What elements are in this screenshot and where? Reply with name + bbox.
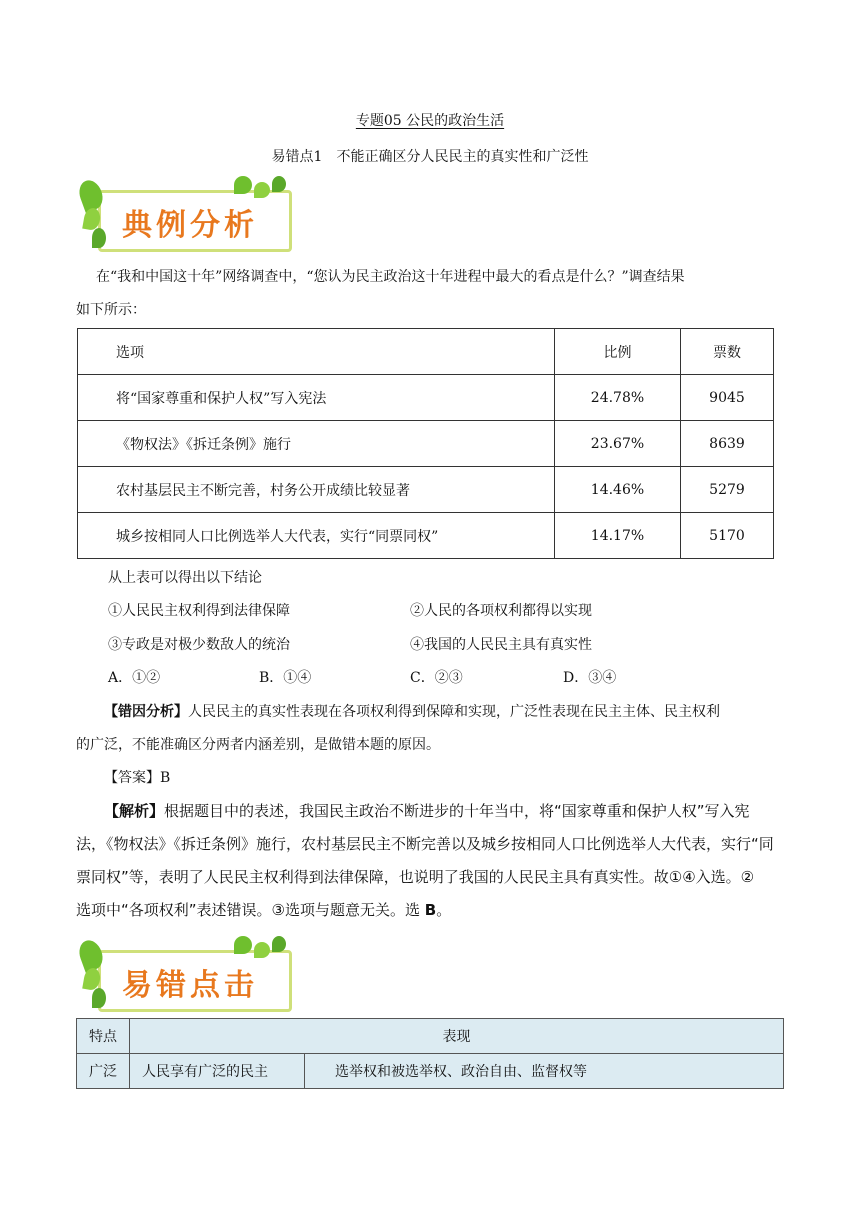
question-intro-1: 在“我和中国这十年”网络调查中，“您认为民主政治这十年进程中最大的看点是什么？”调查结果 bbox=[96, 269, 685, 285]
leaf-icon bbox=[254, 182, 270, 198]
jiexi-line-4 bbox=[76, 894, 451, 927]
question-intro-2: 如下所示： bbox=[76, 302, 146, 318]
cell-ratio: 14.46% bbox=[555, 467, 681, 513]
leaf-icon bbox=[92, 988, 106, 1008]
survey-table bbox=[77, 328, 774, 559]
banner-label: 易错点击 bbox=[122, 968, 258, 1003]
table-header-row bbox=[78, 329, 774, 375]
conclusion-prompt: 从上表可以得出以下结论 bbox=[108, 570, 262, 586]
header-votes: 票数 bbox=[681, 329, 774, 375]
cell-votes: 9045 bbox=[681, 375, 774, 421]
tips-header-feature: 特点 bbox=[77, 1019, 130, 1054]
cell-votes: 5279 bbox=[681, 467, 774, 513]
tips-header-row bbox=[77, 1019, 784, 1054]
jiexi-text-1: 根据题目中的表述，我国民主政治不断进步的十年当中，将“国家尊重和保护人权”写入宪 bbox=[164, 802, 750, 820]
choice-c: C．②③ bbox=[410, 670, 463, 686]
cell-ratio: 23.67% bbox=[555, 421, 681, 467]
cell-ratio: 24.78% bbox=[555, 375, 681, 421]
table-row bbox=[78, 375, 774, 421]
statement-2: ②人民的各项权利都得以实现 bbox=[410, 603, 592, 619]
error-analysis bbox=[104, 696, 794, 729]
leaf-icon bbox=[272, 176, 286, 192]
header-option: 选项 bbox=[78, 329, 555, 375]
leaf-icon bbox=[92, 228, 106, 248]
jiexi-label: 【解析】 bbox=[104, 802, 165, 820]
example-banner bbox=[78, 174, 290, 256]
statement-4: ④我国的人民民主具有真实性 bbox=[410, 637, 592, 653]
tips-table bbox=[76, 1018, 784, 1089]
tips-banner bbox=[78, 934, 290, 1016]
answer: 【答案】B bbox=[104, 770, 171, 786]
cell-option: 农村基层民主不断完善，村务公开成绩比较显著 bbox=[78, 467, 555, 513]
choice-a: A．①② bbox=[108, 670, 161, 686]
cell-option: 将“国家尊重和保护人权”写入宪法 bbox=[78, 375, 555, 421]
jiexi-line-3: 票同权”等，表明了人民民主权利得到法律保障，也说明了我国的人民民主具有真实性。故①④入选。② bbox=[76, 868, 755, 886]
error-text-2: 的广泛，不能准确区分两者内涵差别，是做错本题的原因。 bbox=[76, 737, 440, 753]
tips-cell-feature: 广泛 bbox=[77, 1054, 130, 1089]
tips-cell-desc: 人民享有广泛的民主 bbox=[130, 1054, 305, 1089]
jiexi-text-4: 选项中“各项权利”表述错误。③选项与题意无关。选 bbox=[76, 901, 425, 919]
table-row bbox=[78, 421, 774, 467]
cell-ratio: 14.17% bbox=[555, 513, 681, 559]
cell-option: 城乡按相同人口比例选举人大代表，实行“同票同权” bbox=[78, 513, 555, 559]
jiexi-line-2: 法，《物权法》《拆迁条例》施行，农村基层民主不断完善以及城乡按相同人口比例选举人大代表，实行“同 bbox=[76, 835, 774, 853]
error-label: 【错因分析】 bbox=[104, 704, 188, 720]
choice-b: B．①④ bbox=[259, 670, 312, 686]
table-row bbox=[78, 513, 774, 559]
statement-1: ①人民民主权利得到法律保障 bbox=[108, 603, 290, 619]
leaf-icon bbox=[254, 942, 270, 958]
cell-votes: 5170 bbox=[681, 513, 774, 559]
jiexi-period: 。 bbox=[436, 901, 452, 919]
page-title: 专题05 公民的政治生活 bbox=[355, 113, 505, 129]
page-subtitle: 易错点1 不能正确区分人民民主的真实性和广泛性 bbox=[271, 149, 589, 165]
tips-header-desc: 表现 bbox=[130, 1019, 784, 1054]
error-text-1: 人民民主的真实性表现在各项权利得到保障和实现，广泛性表现在民主主体、民主权利 bbox=[188, 704, 720, 720]
banner-label: 典例分析 bbox=[122, 208, 258, 243]
cell-option: 《物权法》《拆迁条例》施行 bbox=[78, 421, 555, 467]
jiexi-line-1 bbox=[104, 795, 804, 828]
statement-3: ③专政是对极少数敌人的统治 bbox=[108, 637, 290, 653]
table-row bbox=[78, 467, 774, 513]
tips-cell-detail: 选举权和被选举权、政治自由、监督权等 bbox=[305, 1054, 784, 1089]
choice-d: D．③④ bbox=[563, 670, 617, 686]
jiexi-answer-letter: B bbox=[424, 901, 437, 919]
cell-votes: 8639 bbox=[681, 421, 774, 467]
header-ratio: 比例 bbox=[555, 329, 681, 375]
table-row bbox=[77, 1054, 784, 1089]
leaf-icon bbox=[234, 936, 252, 954]
leaf-icon bbox=[272, 936, 286, 952]
leaf-icon bbox=[234, 176, 252, 194]
